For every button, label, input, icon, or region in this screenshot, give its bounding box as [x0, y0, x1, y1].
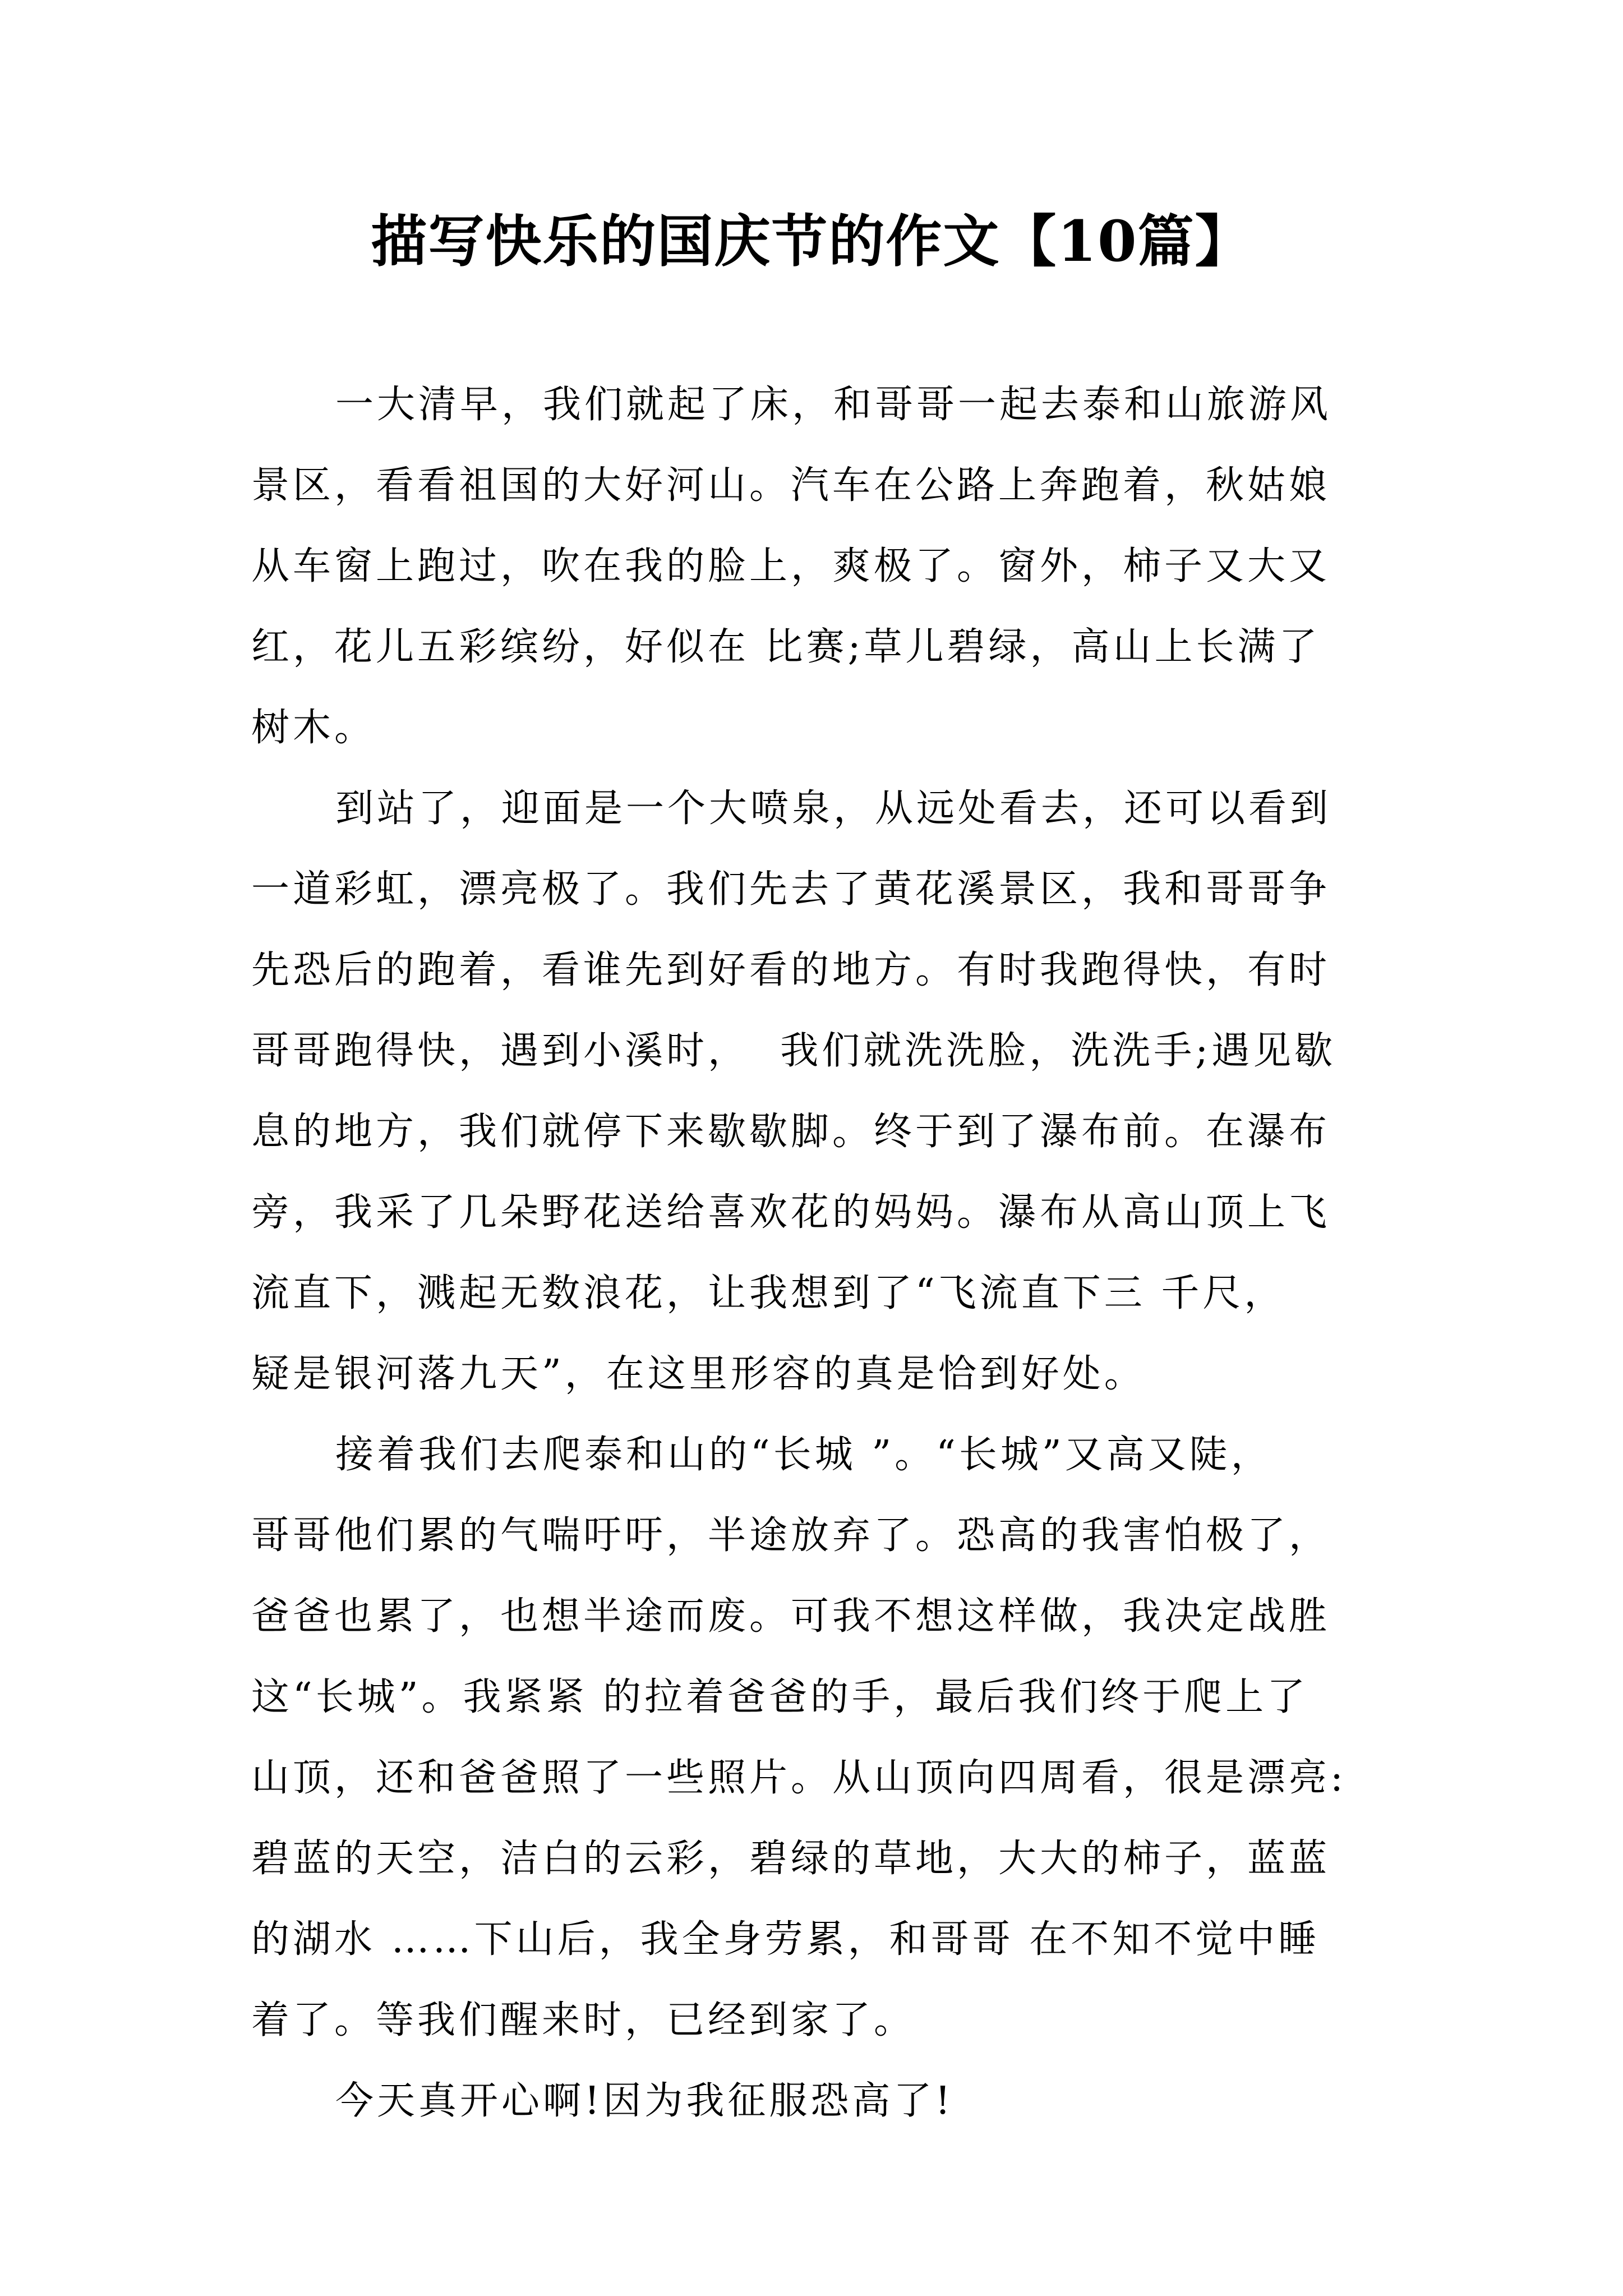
paragraph: [251, 365, 1407, 769]
text-line: 旁，我采了几朵野花送给喜欢花的妈妈。瀑布从高山顶上飞: [251, 1190, 1331, 1235]
text-line: 到站了，迎面是一个大喷泉，从远处看去，还可以看到: [335, 786, 1332, 831]
text-line: 的湖水 ……下山后，我全身劳累，和哥哥 在不知不觉中睡: [251, 1917, 1320, 1962]
text-line: 接着我们去爬泰和山的“长城 ”。“长城”又高又陡，: [335, 1433, 1272, 1477]
text-line: 山顶，还和爸爸照了一些照片。从山顶向四周看，很是漂亮:: [251, 1756, 1347, 1800]
paragraph: [251, 1415, 1407, 2061]
text-line: 疑是银河落九天”，在这里形容的真是恰到好处。: [251, 1352, 1146, 1396]
text-line: 哥哥跑得快，遇到小溪时， 我们就洗洗脸，洗洗手;遇见歇: [251, 1029, 1336, 1073]
paragraph: [251, 769, 1407, 1415]
text-line: 从车窗上跑过，吹在我的脸上，爽极了。窗外，柿子又大又: [251, 544, 1331, 588]
text-line: 一道彩虹，漂亮极了。我们先去了黄花溪景区，我和哥哥争: [251, 867, 1331, 912]
text-line: 今天真开心啊!因为我征服恐高了!: [335, 2079, 954, 2123]
text-line: 息的地方，我们就停下来歇歇脚。终于到了瀑布前。在瀑布: [251, 1110, 1331, 1154]
document-body: [251, 365, 1407, 2142]
document-title: 描写快乐的国庆节的作文【10篇】: [371, 208, 1252, 274]
text-line: 一大清早，我们就起了床，和哥哥一起去泰和山旅游风: [335, 383, 1332, 427]
text-line: 红，花儿五彩缤纷，好似在 比赛;草儿碧绿，高山上长满了: [251, 625, 1321, 669]
text-line: 着了。等我们醒来时，已经到家了。: [251, 1998, 916, 2042]
text-line: 爸爸也累了，也想半途而废。可我不想这样做，我决定战胜: [251, 1594, 1331, 1639]
text-line: 景区，看看祖国的大好河山。汽车在公路上奔跑着，秋姑娘: [251, 463, 1331, 508]
text-line: 碧蓝的天空，洁白的云彩，碧绿的草地，大大的柿子，蓝蓝: [251, 1837, 1331, 1881]
text-line: 树木。: [251, 706, 376, 750]
text-line: 流直下，溅起无数浪花，让我想到了“飞流直下三 千尺，: [251, 1271, 1286, 1315]
text-line: 先恐后的跑着，看谁先到好看的地方。有时我跑得快，有时: [251, 948, 1331, 992]
text-line: 哥哥他们累的气喘吁吁，半途放弃了。恐高的我害怕极了，: [251, 1513, 1331, 1558]
paragraph: [251, 2061, 1407, 2142]
text-line: 这“长城”。我紧紧 的拉着爸爸的手，最后我们终于爬上了: [251, 1675, 1309, 1719]
